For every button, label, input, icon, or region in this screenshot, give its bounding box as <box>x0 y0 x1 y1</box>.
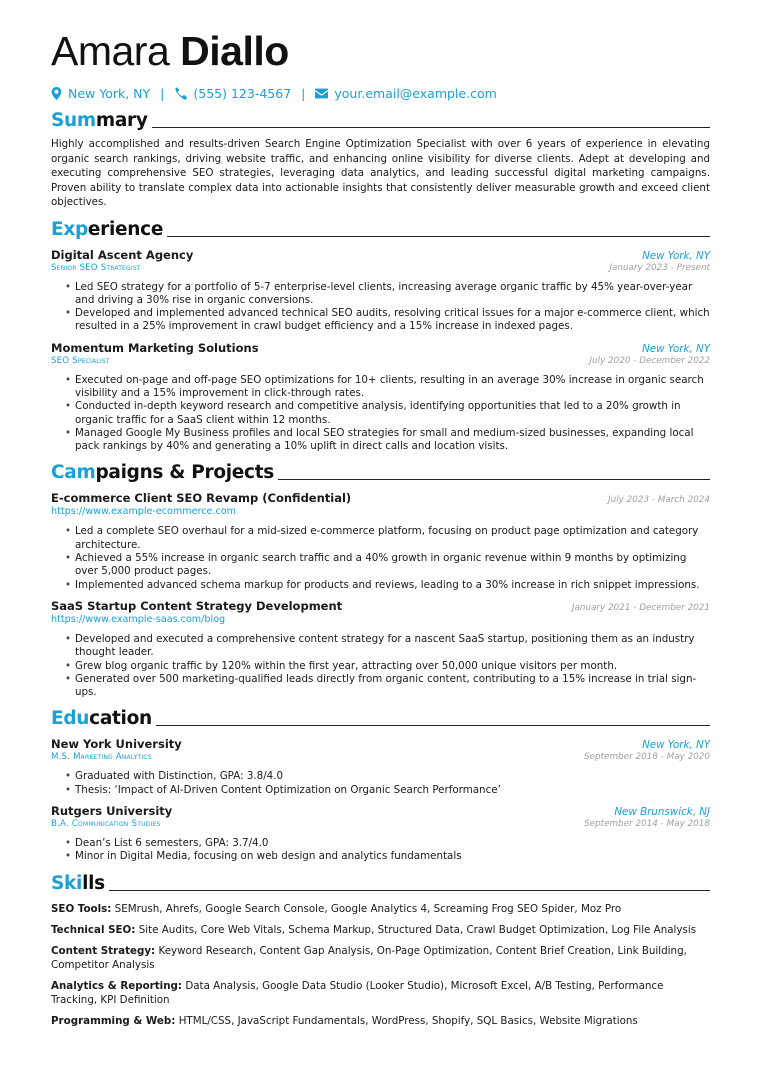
phone-text: (555) 123-4567 <box>193 85 292 101</box>
job-location: New York, NY <box>642 342 710 355</box>
resume-page <box>51 28 710 1028</box>
bullet-item: • Managed Google My Business profiles and local SEO strategies for small and medium-sized businesses, expanding local pack rankings by 40% and generating a 10% uplift in direct calls and location visits. <box>75 427 710 454</box>
experience-heading <box>51 217 710 241</box>
project-title: E-commerce Client SEO Revamp (Confidential) <box>51 491 352 506</box>
projects-heading <box>51 460 710 484</box>
experience-entry <box>51 248 710 334</box>
skill-label: Programming & Web: <box>51 1014 176 1027</box>
project-title: SaaS Startup Content Strategy Development <box>51 598 343 613</box>
project-dates: January 2021 - December 2021 <box>571 602 710 613</box>
phone-icon <box>174 87 187 100</box>
bullet-list <box>51 837 710 864</box>
map-pin-icon <box>51 87 62 100</box>
school-location: New Brunswick, NJ <box>614 806 710 819</box>
candidate-name <box>51 28 710 74</box>
section-divider <box>167 236 710 237</box>
section-title: Skills <box>51 872 105 894</box>
section-divider <box>278 479 710 480</box>
company-name: Momentum Marketing Solutions <box>51 340 259 355</box>
contact-separator: | <box>301 85 306 101</box>
skill-row <box>51 944 710 972</box>
education-entry <box>51 737 710 797</box>
project-dates: July 2023 - March 2024 <box>608 495 710 506</box>
job-title: Senior SEO Strategist <box>51 262 141 273</box>
education-entry <box>51 804 710 864</box>
envelope-icon <box>315 87 328 100</box>
job-location: New York, NY <box>642 249 710 262</box>
skill-label: Analytics & Reporting: <box>51 979 183 992</box>
school-name: New York University <box>51 737 182 752</box>
bullet-list <box>51 281 710 334</box>
section-divider <box>152 127 710 128</box>
section-title: Education <box>51 708 152 730</box>
location-text: New York, NY <box>68 85 151 101</box>
project-link[interactable]: https://www.example-saas.com/blog <box>51 613 226 625</box>
experience-entry <box>51 341 710 454</box>
education-dates: September 2018 - May 2020 <box>584 752 710 763</box>
bullet-item: • Achieved a 55% increase in organic search traffic and a 40% growth in organic revenue within 9 months by optimizing over 5,000 product pages. <box>75 552 710 579</box>
section-title: Experience <box>51 218 164 240</box>
school-name: Rutgers University <box>51 804 173 819</box>
bullet-item: • Grew blog organic traffic by 120% within the first year, attracting over 50,000 unique visitors per month. <box>75 660 710 673</box>
bullet-item: • Minor in Digital Media, focusing on web design and analytics fundamentals <box>75 850 710 863</box>
skill-value: HTML/CSS, JavaScript Fundamentals, WordPress, Shopify, SQL Basics, Website Migrations <box>178 1014 638 1027</box>
skill-value: Keyword Research, Content Gap Analysis, On-Page Optimization, Content Brief Creation, Link Building, Competitor Analysis <box>51 944 687 971</box>
degree: B.A. Communication Studies <box>51 819 161 830</box>
first-name: Amara <box>51 28 170 74</box>
company-name: Digital Ascent Agency <box>51 247 194 262</box>
education-heading <box>51 706 710 730</box>
bullet-item: • Executed on-page and off-page SEO optimizations for 10+ clients, resulting in an average 30% increase in organic search visibility and a 15% improvement in click-through rates. <box>75 374 710 401</box>
section-divider <box>156 725 710 726</box>
job-dates: January 2023 - Present <box>609 262 710 273</box>
bullet-item: • Developed and executed a comprehensive content strategy for a nascent SaaS startup, positioning them as an industry thought leader. <box>75 633 710 660</box>
skill-label: Technical SEO: <box>51 923 136 936</box>
skill-row <box>51 1014 710 1028</box>
skill-value: Data Analysis, Google Data Studio (Looker Studio), Microsoft Excel, A/B Testing, Performance Tracking, KPI Definition <box>51 979 664 1006</box>
job-dates: July 2020 - December 2022 <box>589 355 710 366</box>
skill-value: SEMrush, Ahrefs, Google Search Console, Google Analytics 4, Screaming Frog SEO Spider, Moz Pro <box>114 902 622 915</box>
project-link[interactable]: https://www.example-ecommerce.com <box>51 506 236 518</box>
bullet-item: • Developed and implemented advanced technical SEO audits, resolving critical issues for a major e-commerce client, which resulted in a 25% improvement in crawl budget efficiency and a 15% increase in indexed pages. <box>75 307 710 334</box>
summary-heading <box>51 108 710 132</box>
summary-text: Highly accomplished and results-driven Search Engine Optimization Specialist with over 6 years of experience in elevating organic search rankings, driving website traffic, and enhancing online visibility for diverse clients. Adept at developing and executing comprehensive SEO strategies, leveraging data analytics, and leading successful digital marketing campaigns. Proven ability to translate complex data into actionable insights that consistently deliver measurable growth and exceed client objectives. <box>51 138 710 208</box>
bullet-item: • Graduated with Distinction, GPA: 3.8/4.0 <box>75 770 710 783</box>
skills-heading <box>51 871 710 895</box>
job-title: SEO Specialist <box>51 355 110 366</box>
bullet-item: • Thesis: ‘Impact of AI-Driven Content Optimization on Organic Search Performance’ <box>75 784 710 797</box>
bullet-item: • Dean’s List 6 semesters, GPA: 3.7/4.0 <box>75 837 710 850</box>
email-link[interactable]: your.email@example.com <box>334 85 497 101</box>
bullet-item: • Led a complete SEO overhaul for a mid-sized e-commerce platform, focusing on product page optimization and category architecture. <box>75 525 710 552</box>
bullet-list <box>51 770 710 797</box>
project-entry <box>51 599 710 699</box>
bullet-item: • Generated over 500 marketing-qualified leads directly from organic content, contributing to a 15% increase in trial sign-ups. <box>75 673 710 700</box>
bullet-item: • Led SEO strategy for a portfolio of 5-7 enterprise-level clients, increasing average organic traffic by 45% year-over-year and driving a 30% rise in organic conversions. <box>75 281 710 308</box>
school-location: New York, NY <box>642 739 710 752</box>
bullet-item: • Conducted in-depth keyword research and competitive analysis, identifying opportunities that led to a 20% growth in organic traffic for a SaaS client within 12 months. <box>75 400 710 427</box>
bullet-list <box>51 633 710 699</box>
last-name: Diallo <box>180 28 289 74</box>
skill-row <box>51 923 710 937</box>
skill-row <box>51 979 710 1007</box>
section-title: Campaigns & Projects <box>51 462 274 484</box>
skill-value: Site Audits, Core Web Vitals, Schema Markup, Structured Data, Crawl Budget Optimization, Log File Analysis <box>138 923 697 936</box>
bullet-list <box>51 374 710 454</box>
bullet-list <box>51 525 710 591</box>
education-dates: September 2014 - May 2018 <box>584 819 710 830</box>
contact-separator: | <box>160 85 165 101</box>
contact-line <box>51 84 710 102</box>
degree: M.S. Marketing Analytics <box>51 752 152 763</box>
bullet-item: • Implemented advanced schema markup for products and reviews, leading to a 30% increase in rich snippet impressions. <box>75 579 710 592</box>
skill-row <box>51 902 710 916</box>
skill-label: SEO Tools: <box>51 902 112 915</box>
section-divider <box>109 890 710 891</box>
section-title: Summary <box>51 110 148 131</box>
project-entry <box>51 491 710 591</box>
skill-label: Content Strategy: <box>51 944 156 957</box>
